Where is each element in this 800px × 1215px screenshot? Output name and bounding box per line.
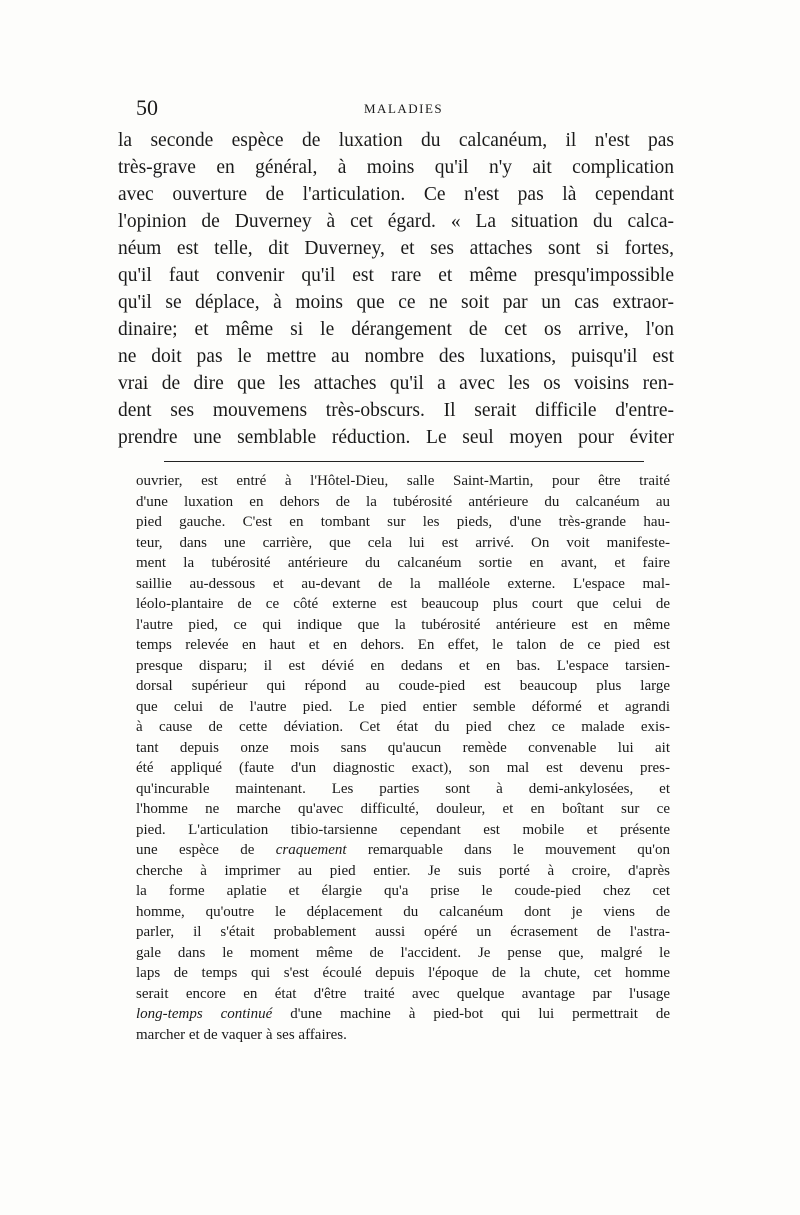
footnote-text: une espèce de [136,842,255,858]
footnote-line [136,840,670,861]
footnote-line: teur, dans une carrière, que cela lui est arrivé. On voit manifeste- [136,534,670,551]
footnote-line: léolo-plantaire de ce côté externe est beaucoup plus court que celui de [136,596,670,612]
footnote-line: à cause de cette déviation. Cet état du pied chez ce malade exis- [136,719,670,735]
main-text-line: néum est telle, dit Duverney, et ses attaches sont si fortes, [118,238,674,259]
footnote-line: serait encore en état d'être traité avec quelque avantage par l'usage [136,985,670,1002]
footnote-line: pied gauche. C'est en tombant sur les pieds, d'une très-grande hau- [136,514,670,530]
running-head [136,96,670,120]
footnote-line [136,1004,670,1025]
footnote-line: temps relevée en haut et en dehors. En effet, le talon de ce pied est [136,637,670,653]
footnote-line: gale dans le moment même de l'accident. Je pense que, malgré le [136,944,670,961]
main-text-line: qu'il faut convenir qu'il est rare et même presqu'impossible [118,265,674,286]
footnote-text: d'une machine à pied-bot qui lui permettrait de [290,1006,671,1022]
main-text-line: dent ses mouvemens très-obscurs. Il serait difficile d'entre- [118,400,674,421]
page-number: 50 [136,95,158,120]
footnote-line: été appliqué (faute d'un diagnostic exact), son mal est devenu pres- [136,760,670,776]
footnote-text: remarquable dans le mouvement qu'on [367,842,670,858]
footnote-line: ment la tubérosité antérieure du calcanéum sortie en avant, et faire [136,555,670,571]
main-text-block [118,127,674,451]
footnote-line: dorsal supérieur qui répond au coude-pied est beaucoup plus large [136,678,670,694]
footnote-line: d'une luxation en dehors de la tubérosité antérieure du calcanéum au [136,493,670,510]
footnote-line: cherche à imprimer au pied entier. Je suis porté à croire, d'après [136,862,670,879]
main-text-line: l'opinion de Duverney à cet égard. « La situation du calca- [118,211,674,232]
footnote-line: pied. L'articulation tibio-tarsienne cependant est mobile et présente [136,821,670,838]
footnote-line: ouvrier, est entré à l'Hôtel-Dieu, salle Saint-Martin, pour être traité [136,473,670,489]
footnote-line: saillie au-dessous et au-devant de la malléole externe. L'espace mal- [136,575,670,592]
footnote-line: laps de temps qui s'est écoulé depuis l'époque de la chute, cet homme [136,965,670,981]
footnote-line: la forme aplatie et élargie qu'a prise le coude-pied chez cet [136,883,670,899]
footnote-line: parler, il s'était probablement aussi opéré un écrasement de l'astra- [136,924,670,940]
footnote-line: marcher et de vaquer à ses affaires. [136,1026,347,1043]
footnote-line: l'homme ne marche qu'avec difficulté, douleur, et en boîtant sur ce [136,801,670,817]
running-title: MALADIES [364,101,444,116]
footnote-block [136,471,670,1045]
footnote-line: homme, qu'outre le déplacement du calcanéum dont je viens de [136,903,670,920]
footnote-italic-term: craquement [275,842,347,858]
main-text-line: ne doit pas le mettre au nombre des luxations, puisqu'il est [118,346,674,367]
main-text-line: vrai de dire que les attaches qu'il a avec les os voisins ren- [118,373,674,394]
main-text-line: avec ouverture de l'articulation. Ce n'est pas là cependant [118,184,674,205]
footnote-line: presque disparu; il est dévié en dedans et en bas. L'espace tarsien- [136,657,670,674]
footnote-line: que celui de l'autre pied. Le pied entier semble déformé et agrandi [136,698,670,715]
footnote-line: l'autre pied, ce qui indique que la tubérosité antérieure est en même [136,616,670,633]
footnote-line: qu'incurable maintenant. Les parties sont à demi-ankylosées, et [136,780,670,797]
main-text-line: dinaire; et même si le dérangement de cet os arrive, l'on [118,319,674,340]
main-text-line: la seconde espèce de luxation du calcanéum, il n'est pas [118,130,674,151]
main-text-line: prendre une semblable réduction. Le seul moyen pour éviter [118,427,674,448]
main-text-line: qu'il se déplace, à moins que ce ne soit par un cas extraor- [118,292,674,313]
footnote-line: tant depuis onze mois sans qu'aucun remède convenable lui ait [136,739,670,756]
footnote-italic-term: long-temps continué [136,1006,273,1022]
main-text-line: très-grave en général, à moins qu'il n'y ait complication [118,157,674,178]
footnote-separator-rule [164,461,644,462]
